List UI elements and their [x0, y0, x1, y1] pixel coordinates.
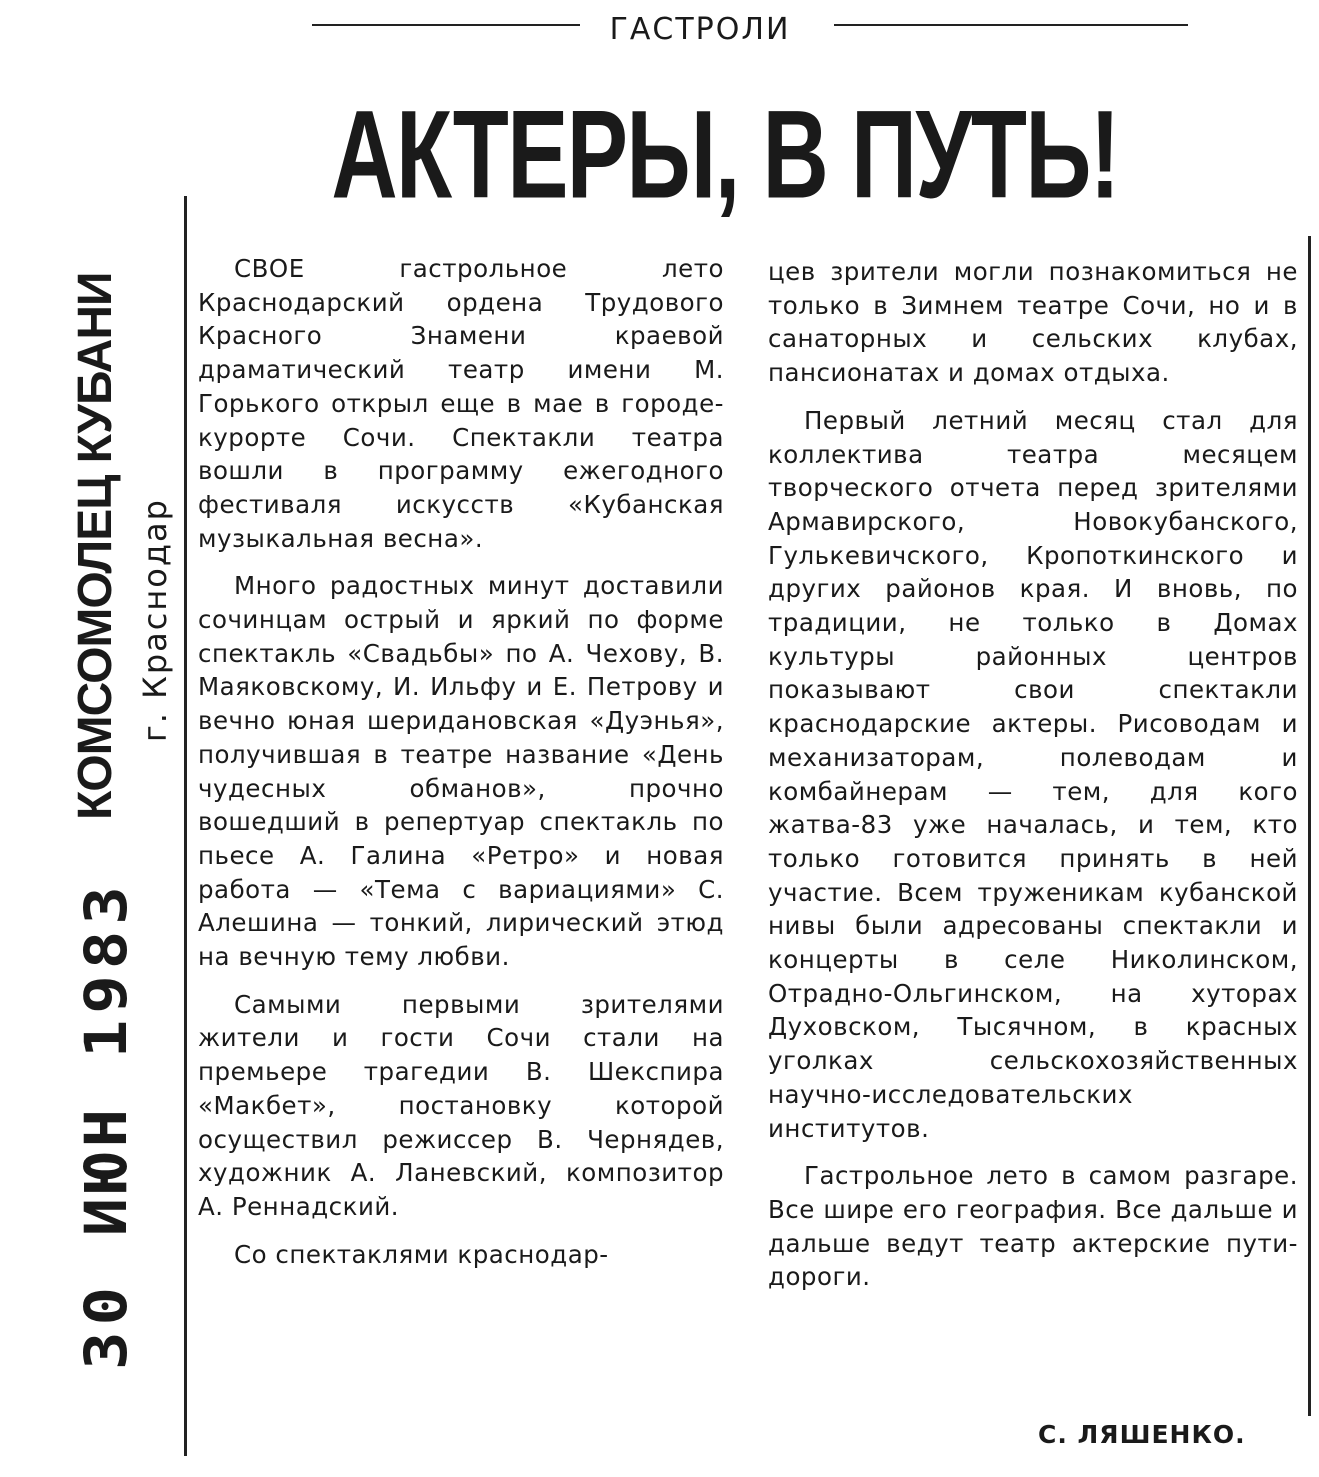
headline: АКТЕРЫ, В ПУТЬ!: [331, 84, 1119, 225]
paragraph: Гастрольное лето в самом разгаре. Все шире его география. Все дальше и дальше ведут театр актерские пути-дороги.: [768, 1161, 1298, 1292]
stamp-city: г. Краснодар: [136, 498, 174, 742]
rubric: ГАСТРОЛИ: [609, 12, 791, 47]
stamp-date: 30 ИЮН 1983: [73, 880, 141, 1370]
column-rule-right: [1308, 236, 1311, 1416]
author-signature: С. ЛЯШЕНКО.: [1038, 1420, 1246, 1449]
paragraph: цев зрители могли познакомиться не только в Зимнем театре Сочи, но и в санаторных и сельских клубах, пансионатах и домах отдыха.: [768, 257, 1298, 388]
article-column-2: [768, 255, 1298, 1308]
clipping-stamp: [34, 40, 174, 1370]
paragraph: СВОЕ гастрольное лето Краснодарский ордена Трудового Красного Знамени краевой драматический театр имени М. Горького открыл еще в мае в городе-курорте Сочи. Спектакли театра вошли в программу ежегодного фестиваля искусств «Кубанская музыкальная весна».: [198, 254, 724, 553]
column-rule-left: [184, 196, 187, 1456]
rubric-line-right: [834, 24, 1188, 26]
paragraph: Самыми первыми зрителями жители и гости Сочи стали на премьере трагедии В. Шекспира «Макбет», постановку которой осуществил режиссер В. Чернядев, художник А. Ланевский, композитор А. Реннадский.: [198, 989, 724, 1221]
stamp-newspaper: КОМСОМОЛЕЦ КУБАНИ: [69, 272, 122, 820]
paragraph: Много радостных минут доставили сочинцам острый и яркий по форме спектакль «Свадьбы» по А. Чехову, В. Маяковскому, И. Ильфу и Е. Петрову и вечно юная шеридановская «Дуэнья», получившая в театре название «День чудесных обманов», прочно вошедший в репертуар спектакль по пьесе А. Галина «Ретро» и новая работа — «Тема с вариациями» С. Алешина — тонкий, лирический этюд на вечную тему любви.: [198, 571, 724, 972]
paragraph: Первый летний месяц стал для коллектива театра месяцем творческого отчета перед зрителями Армавирского, Новокубанского, Гулькевичского, Кропоткинского и других районов края. И вновь, по традиции, не только в Домах культуры районных центров показывают свои спектакли краснодарские актеры. Рисоводам и механизаторам, полеводам и комбайнерам — тем, для кого жатва-83 уже началась, и тем, кто только готовится принять в ней участие. Всем труженикам кубанской нивы были адресованы спектакли и концерты в селе Николинском, Отрадно-Ольгинском, на хуторах Духовском, Тысячном, в красных уголках сельскохозяйственных научно-исследовательских институтов.: [768, 405, 1298, 1143]
article-column-1: [198, 252, 724, 1285]
rubric-line-left: [312, 24, 580, 26]
paragraph: Со спектаклями краснодар-: [234, 1239, 609, 1269]
